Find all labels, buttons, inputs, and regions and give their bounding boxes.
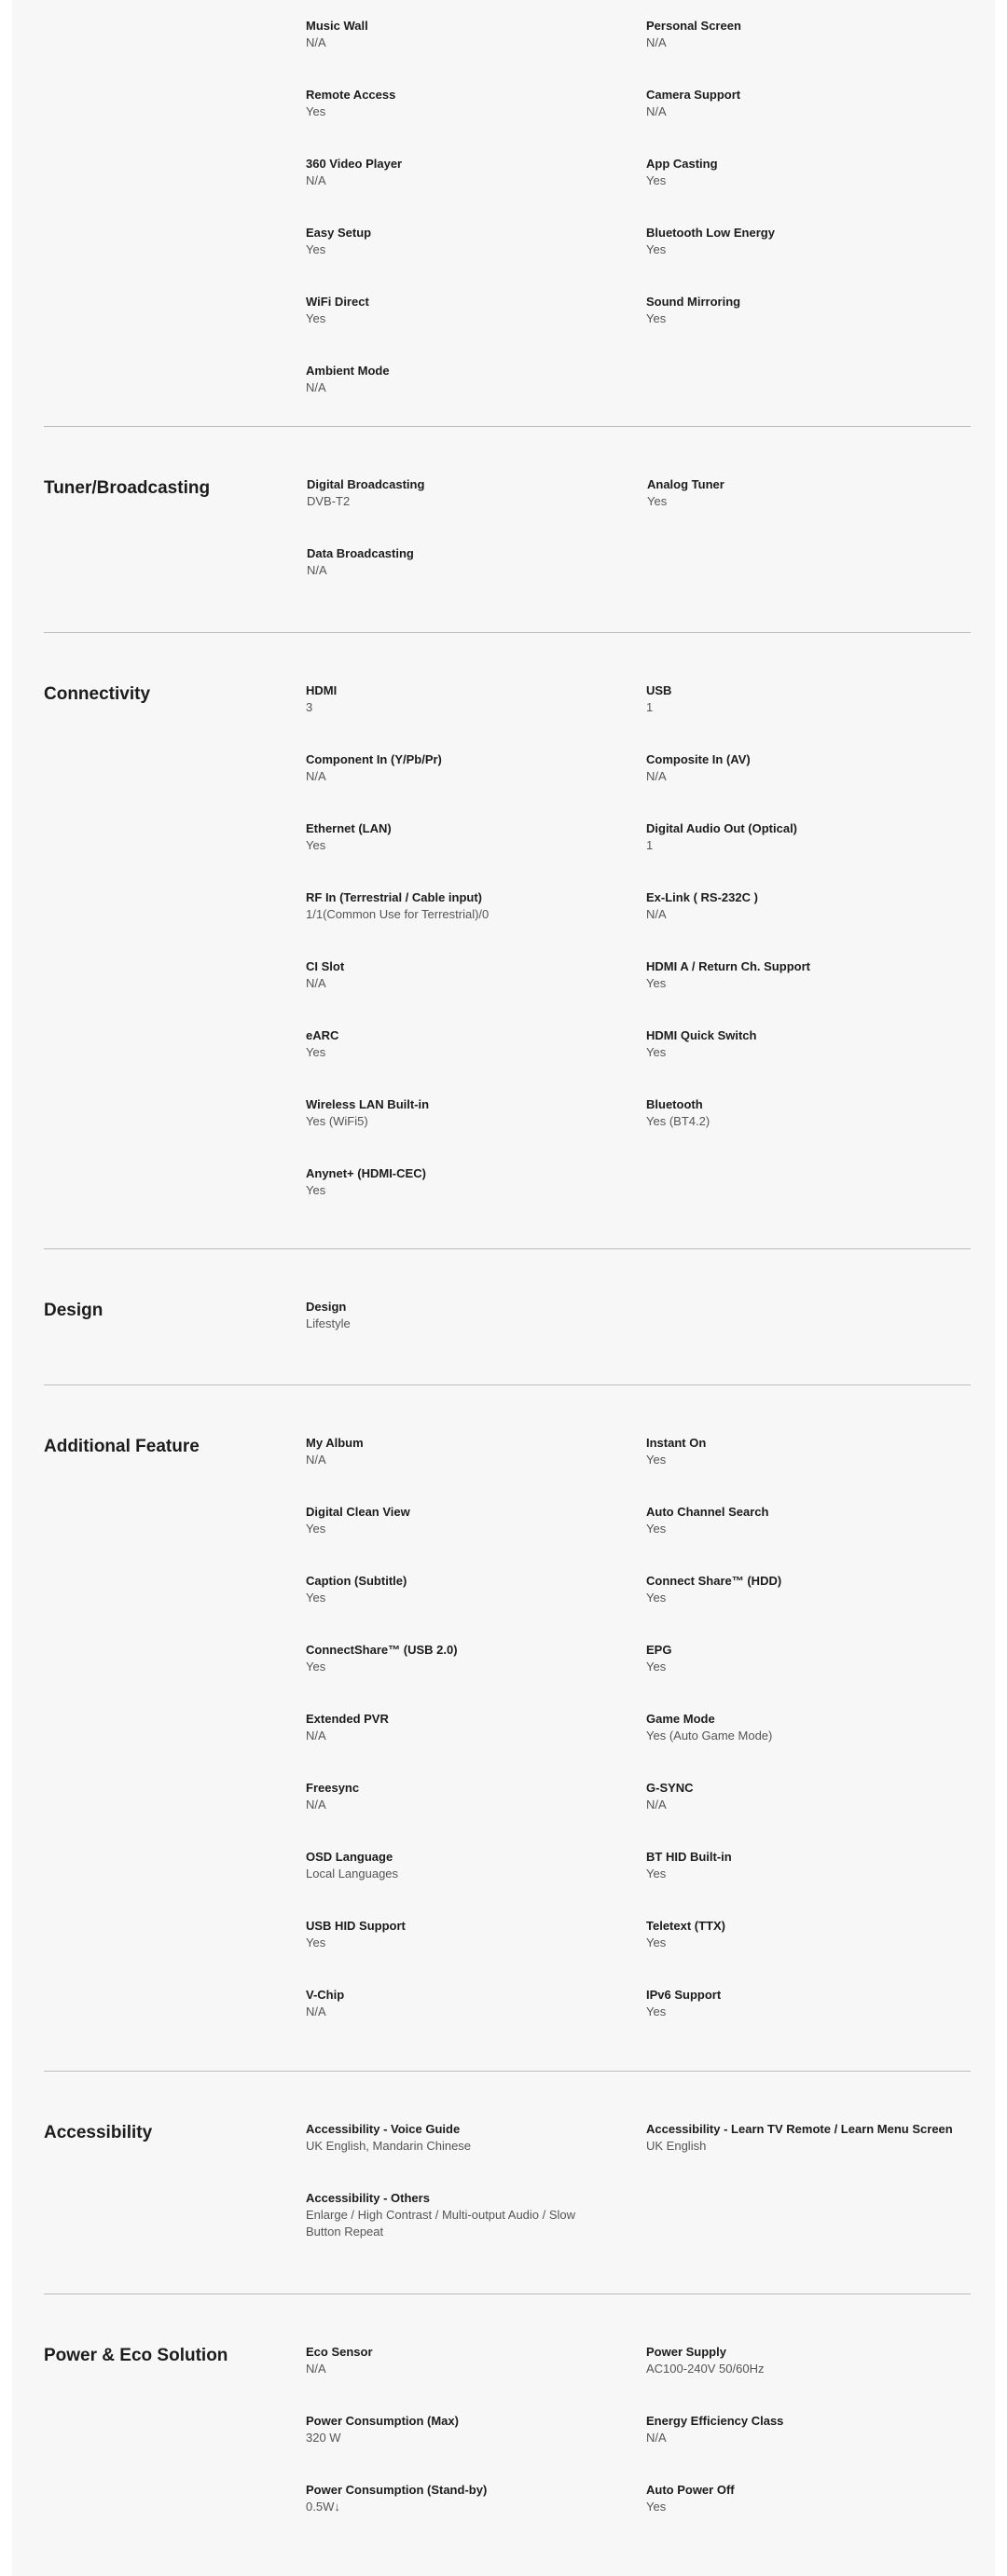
spec-item [306, 2343, 646, 2412]
spec-value: Yes [646, 1045, 667, 1059]
spec-item [646, 2343, 986, 2412]
spec-item [646, 224, 986, 293]
spec-item [306, 1298, 646, 1367]
spec-value: N/A [306, 2362, 326, 2376]
spec-item [306, 86, 646, 155]
spec-label: Accessibility - Learn TV Remote / Learn Menu Screen [646, 2122, 953, 2136]
spec-item [306, 957, 646, 1026]
spec-grid [306, 1298, 986, 1367]
spec-value: 0.5W↓ [306, 2500, 340, 2514]
section-accessibility [44, 2072, 971, 2294]
spec-value: UK English, Mandarin Chinese [306, 2139, 472, 2153]
spec-item [646, 889, 986, 957]
spec-label: Caption (Subtitle) [306, 1574, 407, 1588]
spec-grid [306, 2343, 986, 2550]
spec-item [646, 1503, 986, 1572]
spec-label: Teletext (TTX) [646, 1919, 725, 1933]
spec-item [306, 1917, 646, 1986]
spec-item [306, 1986, 646, 2055]
spec-item [646, 682, 986, 751]
spec-label: Freesync [306, 1781, 360, 1795]
spec-label: Easy Setup [306, 226, 372, 240]
spec-label: IPv6 Support [646, 1988, 722, 2002]
section-title: Accessibility [44, 2123, 153, 2142]
spec-value: Yes [646, 1522, 667, 1536]
spec-value: Yes [646, 2004, 667, 2018]
spec-item [646, 86, 986, 155]
spec-page [12, 0, 995, 2576]
spec-label: USB [646, 683, 672, 697]
spec-item [307, 475, 647, 544]
spec-content [44, 0, 971, 2574]
spec-grid [306, 682, 986, 1233]
spec-value: Yes [306, 1183, 326, 1197]
spec-item [306, 751, 646, 820]
spec-label: Connect Share™ (HDD) [646, 1574, 782, 1588]
spec-item [646, 751, 986, 820]
spec-item [307, 544, 647, 613]
spec-label: eARC [306, 1028, 339, 1042]
spec-item [306, 224, 646, 293]
spec-item [646, 1026, 986, 1095]
spec-value: N/A [306, 35, 326, 49]
spec-value: N/A [307, 563, 327, 577]
spec-item [306, 1779, 646, 1848]
spec-item [646, 820, 986, 889]
spec-label: Accessibility - Others [306, 2191, 430, 2205]
spec-label: Sound Mirroring [646, 295, 741, 309]
spec-item [306, 1503, 646, 1572]
spec-item [646, 1710, 986, 1779]
section-title: Power & Eco Solution [44, 2346, 228, 2365]
spec-value: 1/1(Common Use for Terrestrial)/0 [306, 907, 490, 921]
spec-item [306, 1710, 646, 1779]
spec-value: Yes [646, 1935, 667, 1949]
section-title: Additional Feature [44, 1437, 200, 1456]
spec-label: Data Broadcasting [307, 546, 414, 560]
spec-value: DVB-T2 [307, 494, 351, 508]
spec-label: V-Chip [306, 1988, 345, 2002]
spec-value: Yes [646, 1660, 667, 1674]
spec-value: Yes [646, 1591, 667, 1605]
spec-item [306, 820, 646, 889]
spec-value: Yes (Auto Game Mode) [646, 1729, 773, 1743]
spec-item [306, 293, 646, 362]
spec-label: Power Consumption (Max) [306, 2414, 459, 2428]
spec-item [646, 1095, 986, 1164]
spec-item [306, 889, 646, 957]
spec-value: Yes [646, 311, 667, 325]
spec-label: 360 Video Player [306, 157, 403, 171]
spec-value: Yes [306, 1522, 326, 1536]
section-design [44, 1249, 971, 1385]
spec-value: Enlarge / High Contrast / Multi-output Audio / Slow Button Repeat [306, 2208, 576, 2239]
spec-value: N/A [306, 2004, 326, 2018]
spec-value: N/A [306, 1453, 326, 1467]
spec-label: BT HID Built-in [646, 1850, 732, 1864]
spec-label: Ethernet (LAN) [306, 821, 392, 835]
spec-value: Yes [306, 311, 326, 325]
spec-label: Composite In (AV) [646, 752, 751, 766]
spec-value: Yes [646, 2500, 667, 2514]
section-title: Connectivity [44, 684, 151, 704]
spec-label: Power Supply [646, 2345, 726, 2359]
spec-item [306, 2189, 646, 2275]
section-title: Design [44, 1301, 103, 1320]
spec-value: Yes [306, 838, 326, 852]
spec-label: Accessibility - Voice Guide [306, 2122, 461, 2136]
spec-item [646, 2412, 986, 2481]
spec-value: N/A [646, 104, 667, 118]
spec-item [306, 1434, 646, 1503]
spec-item [646, 155, 986, 224]
spec-value: Local Languages [306, 1867, 399, 1880]
spec-label: HDMI [306, 683, 338, 697]
spec-item [647, 475, 987, 544]
spec-label: Ex-Link ( RS-232C ) [646, 890, 758, 904]
spec-value: Yes [646, 242, 667, 256]
spec-item [306, 2481, 646, 2550]
spec-value: Yes [306, 1591, 326, 1605]
spec-value: Yes [306, 1935, 326, 1949]
spec-label: Camera Support [646, 88, 741, 102]
spec-label: Bluetooth Low Energy [646, 226, 775, 240]
spec-label: Ambient Mode [306, 364, 390, 378]
spec-label: Game Mode [646, 1712, 715, 1726]
spec-label: Digital Broadcasting [307, 477, 425, 491]
spec-value: N/A [306, 380, 326, 394]
spec-item [306, 682, 646, 751]
spec-item [646, 1848, 986, 1917]
spec-item [306, 2120, 646, 2189]
spec-label: Anynet+ (HDMI-CEC) [306, 1166, 426, 1180]
spec-label: HDMI Quick Switch [646, 1028, 757, 1042]
section-power-eco [44, 2294, 971, 2574]
spec-item [646, 1986, 986, 2055]
spec-label: Personal Screen [646, 19, 741, 33]
spec-value: AC100-240V 50/60Hz [646, 2362, 765, 2376]
spec-label: WiFi Direct [306, 295, 369, 309]
spec-label: Extended PVR [306, 1712, 389, 1726]
spec-item [646, 1641, 986, 1710]
spec-item [306, 155, 646, 224]
spec-value: Yes [306, 1045, 326, 1059]
spec-label: App Casting [646, 157, 718, 171]
spec-value: N/A [306, 976, 326, 990]
spec-label: Digital Audio Out (Optical) [646, 821, 798, 835]
spec-item [646, 293, 986, 362]
spec-grid [306, 17, 986, 431]
spec-item [306, 1848, 646, 1917]
spec-value: 320 W [306, 2431, 341, 2445]
spec-label: Eco Sensor [306, 2345, 373, 2359]
spec-value: Yes [647, 494, 668, 508]
spec-value: N/A [306, 769, 326, 783]
spec-label: OSD Language [306, 1850, 393, 1864]
spec-label: Component In (Y/Pb/Pr) [306, 752, 442, 766]
spec-label: My Album [306, 1436, 364, 1450]
spec-label: Instant On [646, 1436, 707, 1450]
spec-value: Yes [306, 242, 326, 256]
spec-value: Yes [646, 173, 667, 187]
spec-item [646, 1917, 986, 1986]
spec-item [646, 1572, 986, 1641]
spec-item [306, 1026, 646, 1095]
section-additional-feature [44, 1385, 971, 2072]
spec-value: N/A [646, 2431, 667, 2445]
spec-item [646, 1779, 986, 1848]
spec-value: N/A [306, 173, 326, 187]
spec-label: Design [306, 1300, 347, 1314]
spec-label: Auto Channel Search [646, 1505, 769, 1519]
section-tuner-broadcasting [44, 427, 971, 633]
spec-label: Digital Clean View [306, 1505, 410, 1519]
spec-value: Yes [306, 104, 326, 118]
spec-value: N/A [306, 1729, 326, 1743]
section-connectivity [44, 633, 971, 1249]
spec-item [306, 1641, 646, 1710]
spec-item [306, 17, 646, 86]
spec-value: 3 [306, 700, 313, 714]
spec-item [306, 1164, 646, 1233]
spec-label: USB HID Support [306, 1919, 406, 1933]
spec-item [306, 2412, 646, 2481]
spec-label: G-SYNC [646, 1781, 694, 1795]
spec-label: Remote Access [306, 88, 396, 102]
spec-value: N/A [646, 35, 667, 49]
spec-label: CI Slot [306, 959, 345, 973]
spec-label: ConnectShare™ (USB 2.0) [306, 1643, 458, 1657]
spec-item [646, 17, 986, 86]
spec-item [646, 957, 986, 1026]
spec-value: N/A [306, 1798, 326, 1811]
spec-label: Power Consumption (Stand-by) [306, 2483, 488, 2497]
spec-value: Yes (BT4.2) [646, 1114, 710, 1128]
spec-item [646, 2120, 986, 2189]
spec-label: Wireless LAN Built-in [306, 1097, 430, 1111]
spec-item [646, 1434, 986, 1503]
section-title: Tuner/Broadcasting [44, 478, 211, 498]
spec-item [306, 362, 646, 431]
spec-value: UK English [646, 2139, 707, 2153]
spec-label: Energy Efficiency Class [646, 2414, 784, 2428]
section-smart-features [44, 0, 971, 427]
spec-value: N/A [646, 907, 667, 921]
spec-label: Analog Tuner [647, 477, 724, 491]
spec-item [306, 1572, 646, 1641]
spec-value: N/A [646, 769, 667, 783]
spec-label: Auto Power Off [646, 2483, 735, 2497]
spec-value: N/A [646, 1798, 667, 1811]
spec-value: Lifestyle [306, 1316, 351, 1330]
spec-value: Yes [646, 976, 667, 990]
spec-value: Yes [646, 1453, 667, 1467]
spec-grid [306, 1434, 986, 2055]
spec-label: RF In (Terrestrial / Cable input) [306, 890, 483, 904]
spec-value: Yes [306, 1660, 326, 1674]
spec-item [646, 2481, 986, 2550]
spec-value: Yes [646, 1867, 667, 1880]
spec-grid [306, 2120, 986, 2275]
spec-value: 1 [646, 838, 654, 852]
spec-label: Music Wall [306, 19, 368, 33]
spec-grid [307, 475, 987, 613]
spec-value: Yes (WiFi5) [306, 1114, 368, 1128]
spec-value: 1 [646, 700, 654, 714]
spec-label: EPG [646, 1643, 672, 1657]
spec-label: HDMI A / Return Ch. Support [646, 959, 810, 973]
spec-item [306, 1095, 646, 1164]
spec-label: Bluetooth [646, 1097, 703, 1111]
